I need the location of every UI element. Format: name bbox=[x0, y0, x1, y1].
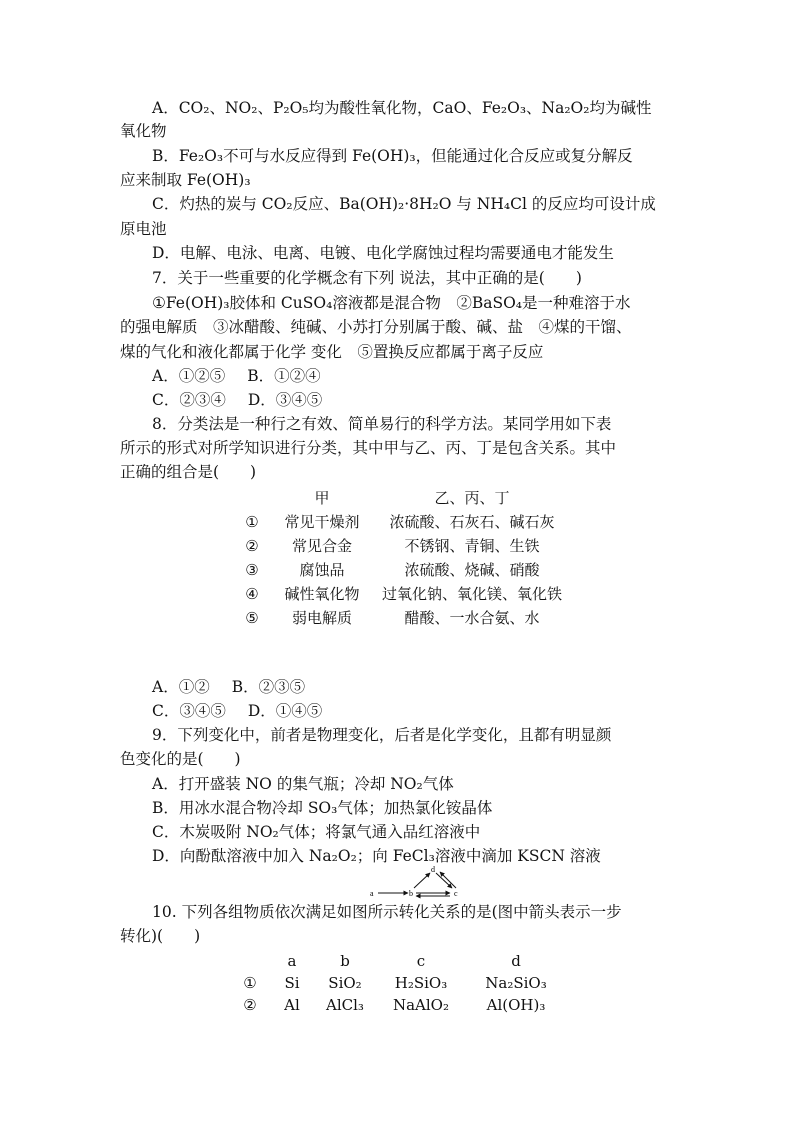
q7-options-row1 bbox=[152, 365, 712, 387]
q8-options-row1 bbox=[152, 676, 712, 698]
q6-option-c-line1: C．灼热的炭与 CO₂反应、Ba(OH)₂·8H₂O 与 NH₄Cl 的反应均可设计成 bbox=[152, 195, 656, 213]
table-cell: ⑤ bbox=[245, 609, 259, 627]
arrow-b-to-d bbox=[414, 873, 430, 888]
diagram-label-c: c bbox=[454, 889, 458, 898]
q8-classification-table bbox=[232, 486, 572, 630]
q8-stem-line2: 所示的形式对所学知识进行分类，其中甲与乙、丙、丁是包含关系。其中 bbox=[120, 439, 617, 457]
q6-option-b-line1: B．Fe₂O₃不可与水反应得到 Fe(OH)₃，但能通过化合反应或复分解反 bbox=[152, 147, 633, 165]
table-row bbox=[228, 972, 568, 994]
q7-statements-line1: ①Fe(OH)₃胶体和 CuSO₄溶液都是混合物 ②BaSO₄是一种难溶于水 bbox=[152, 294, 631, 312]
table-cell: 过氧化钠、氧化镁、氧化铁 bbox=[381, 585, 562, 603]
table-cell: ② bbox=[243, 996, 257, 1014]
table-cell: H₂SiO₃ bbox=[394, 974, 448, 992]
q6-option-b-line2: 应来制取 Fe(OH)₃ bbox=[120, 171, 251, 189]
q8-option-d: D．①④⑤ bbox=[247, 702, 323, 720]
table-row bbox=[228, 994, 568, 1016]
q8-option-b: B．②③⑤ bbox=[231, 678, 306, 696]
q9-option-a: A．打开盛装 NO 的集气瓶；冷却 NO₂气体 bbox=[152, 775, 454, 793]
transformation-diagram bbox=[368, 866, 464, 902]
arrow-c-to-d bbox=[440, 872, 456, 888]
table-cell: 碱性氧化物 bbox=[284, 585, 360, 603]
table-cell: 浓硫酸、石灰石、碱石灰 bbox=[389, 513, 555, 531]
table-cell: 弱电解质 bbox=[291, 609, 352, 627]
q8-header-cell bbox=[232, 486, 272, 510]
table-cell: ③ bbox=[245, 561, 259, 579]
table-cell: AlCl₃ bbox=[326, 996, 364, 1014]
q8-header-cell: 乙、丙、丁 bbox=[434, 489, 510, 507]
table-cell: NaAlO₂ bbox=[392, 996, 449, 1014]
table-cell: Al bbox=[284, 996, 300, 1014]
q6-option-c-line2: 原电池 bbox=[120, 220, 167, 238]
q9-stem-line1: 9．下列变化中，前者是物理变化，后者是化学变化，且都有明显颜 bbox=[152, 726, 612, 744]
q6-option-a-line2: 氧化物 bbox=[120, 122, 167, 140]
table-cell: Al(OH)₃ bbox=[486, 996, 546, 1014]
q6-option-a-line1: A．CO₂、NO₂、P₂O₅均为酸性氧化物，CaO、Fe₂O₃、Na₂O₂均为碱性 bbox=[152, 99, 652, 117]
q6-option-d: D．电解、电泳、电离、电镀、电化学腐蚀过程均需要通电才能发生 bbox=[152, 244, 614, 262]
q7-statements-line3: 煤的气化和液化都属于化学 变化 ⑤置换反应都属于离子反应 bbox=[120, 343, 544, 361]
q8-header-cell: 甲 bbox=[314, 489, 330, 507]
table-row bbox=[232, 558, 572, 582]
q10-header-cell: b bbox=[340, 952, 350, 970]
table-cell: ① bbox=[245, 513, 259, 531]
q10-header-cell bbox=[228, 950, 272, 972]
q10-stem-line1: 10. 下列各组物质依次满足如图所示转化关系的是(图中箭头表示一步 bbox=[152, 903, 622, 921]
table-cell: SiO₂ bbox=[328, 974, 362, 992]
table-row bbox=[232, 582, 572, 606]
table-cell: ② bbox=[245, 537, 259, 555]
q7-option-c: C．②③④ bbox=[152, 391, 226, 409]
arrow-d-to-c bbox=[436, 873, 452, 888]
q10-table-header bbox=[228, 950, 568, 972]
diagram-label-b: b bbox=[409, 889, 413, 898]
q10-stem-line2: 转化)( ) bbox=[120, 927, 201, 945]
table-cell: Na₂SiO₃ bbox=[485, 974, 547, 992]
q8-stem-line3: 正确的组合是( ) bbox=[120, 463, 257, 481]
table-cell: Si bbox=[284, 974, 300, 992]
q7-option-b: B．①②④ bbox=[247, 367, 321, 385]
table-cell: 不锈钢、青铜、生铁 bbox=[404, 537, 540, 555]
q7-option-d: D．③④⑤ bbox=[247, 391, 323, 409]
q8-option-a: A．①② bbox=[152, 678, 210, 696]
q7-option-a: A．①②⑤ bbox=[152, 367, 226, 385]
q7-statements-line2: 的强电解质 ③冰醋酸、纯碱、小苏打分别属于酸、碱、盐 ④煤的干馏、 bbox=[120, 318, 632, 336]
q10-header-cell: a bbox=[287, 952, 297, 970]
table-cell: ① bbox=[243, 974, 257, 992]
table-cell: ④ bbox=[245, 585, 259, 603]
table-row bbox=[232, 510, 572, 534]
table-row bbox=[232, 534, 572, 558]
q8-table-header bbox=[232, 486, 572, 510]
table-row bbox=[232, 606, 572, 630]
table-cell: 常见干燥剂 bbox=[284, 513, 360, 531]
q8-stem-line1: 8．分类法是一种行之有效、简单易行的科学方法。某同学用如下表 bbox=[152, 415, 612, 433]
q9-option-c: C．木炭吸附 NO₂气体；将氯气通入品红溶液中 bbox=[152, 823, 481, 841]
table-cell: 常见合金 bbox=[291, 537, 352, 555]
q8-option-c: C．③④⑤ bbox=[152, 702, 226, 720]
q10-options-table bbox=[228, 950, 568, 1016]
q7-options-row2 bbox=[152, 389, 712, 411]
table-cell: 浓硫酸、烧碱、硝酸 bbox=[404, 561, 540, 579]
q8-options-row2 bbox=[152, 700, 712, 722]
diagram-label-a: a bbox=[370, 889, 374, 898]
q10-header-cell: c bbox=[416, 952, 426, 970]
table-cell: 醋酸、一水合氨、水 bbox=[404, 609, 540, 627]
table-cell: 腐蚀品 bbox=[299, 561, 345, 579]
q9-stem-line2: 色变化的是( ) bbox=[120, 750, 241, 768]
q7-stem: 7．关于一些重要的化学概念有下列 说法，其中正确的是( ) bbox=[152, 269, 582, 287]
q10-header-cell: d bbox=[511, 952, 521, 970]
q9-option-b: B．用冰水混合物冷却 SO₃气体；加热氯化铵晶体 bbox=[152, 799, 493, 817]
q9-option-d: D．向酚酞溶液中加入 Na₂O₂；向 FeCl₃溶液中滴加 KSCN 溶液 bbox=[152, 847, 601, 865]
diagram-label-d: d bbox=[431, 866, 435, 874]
